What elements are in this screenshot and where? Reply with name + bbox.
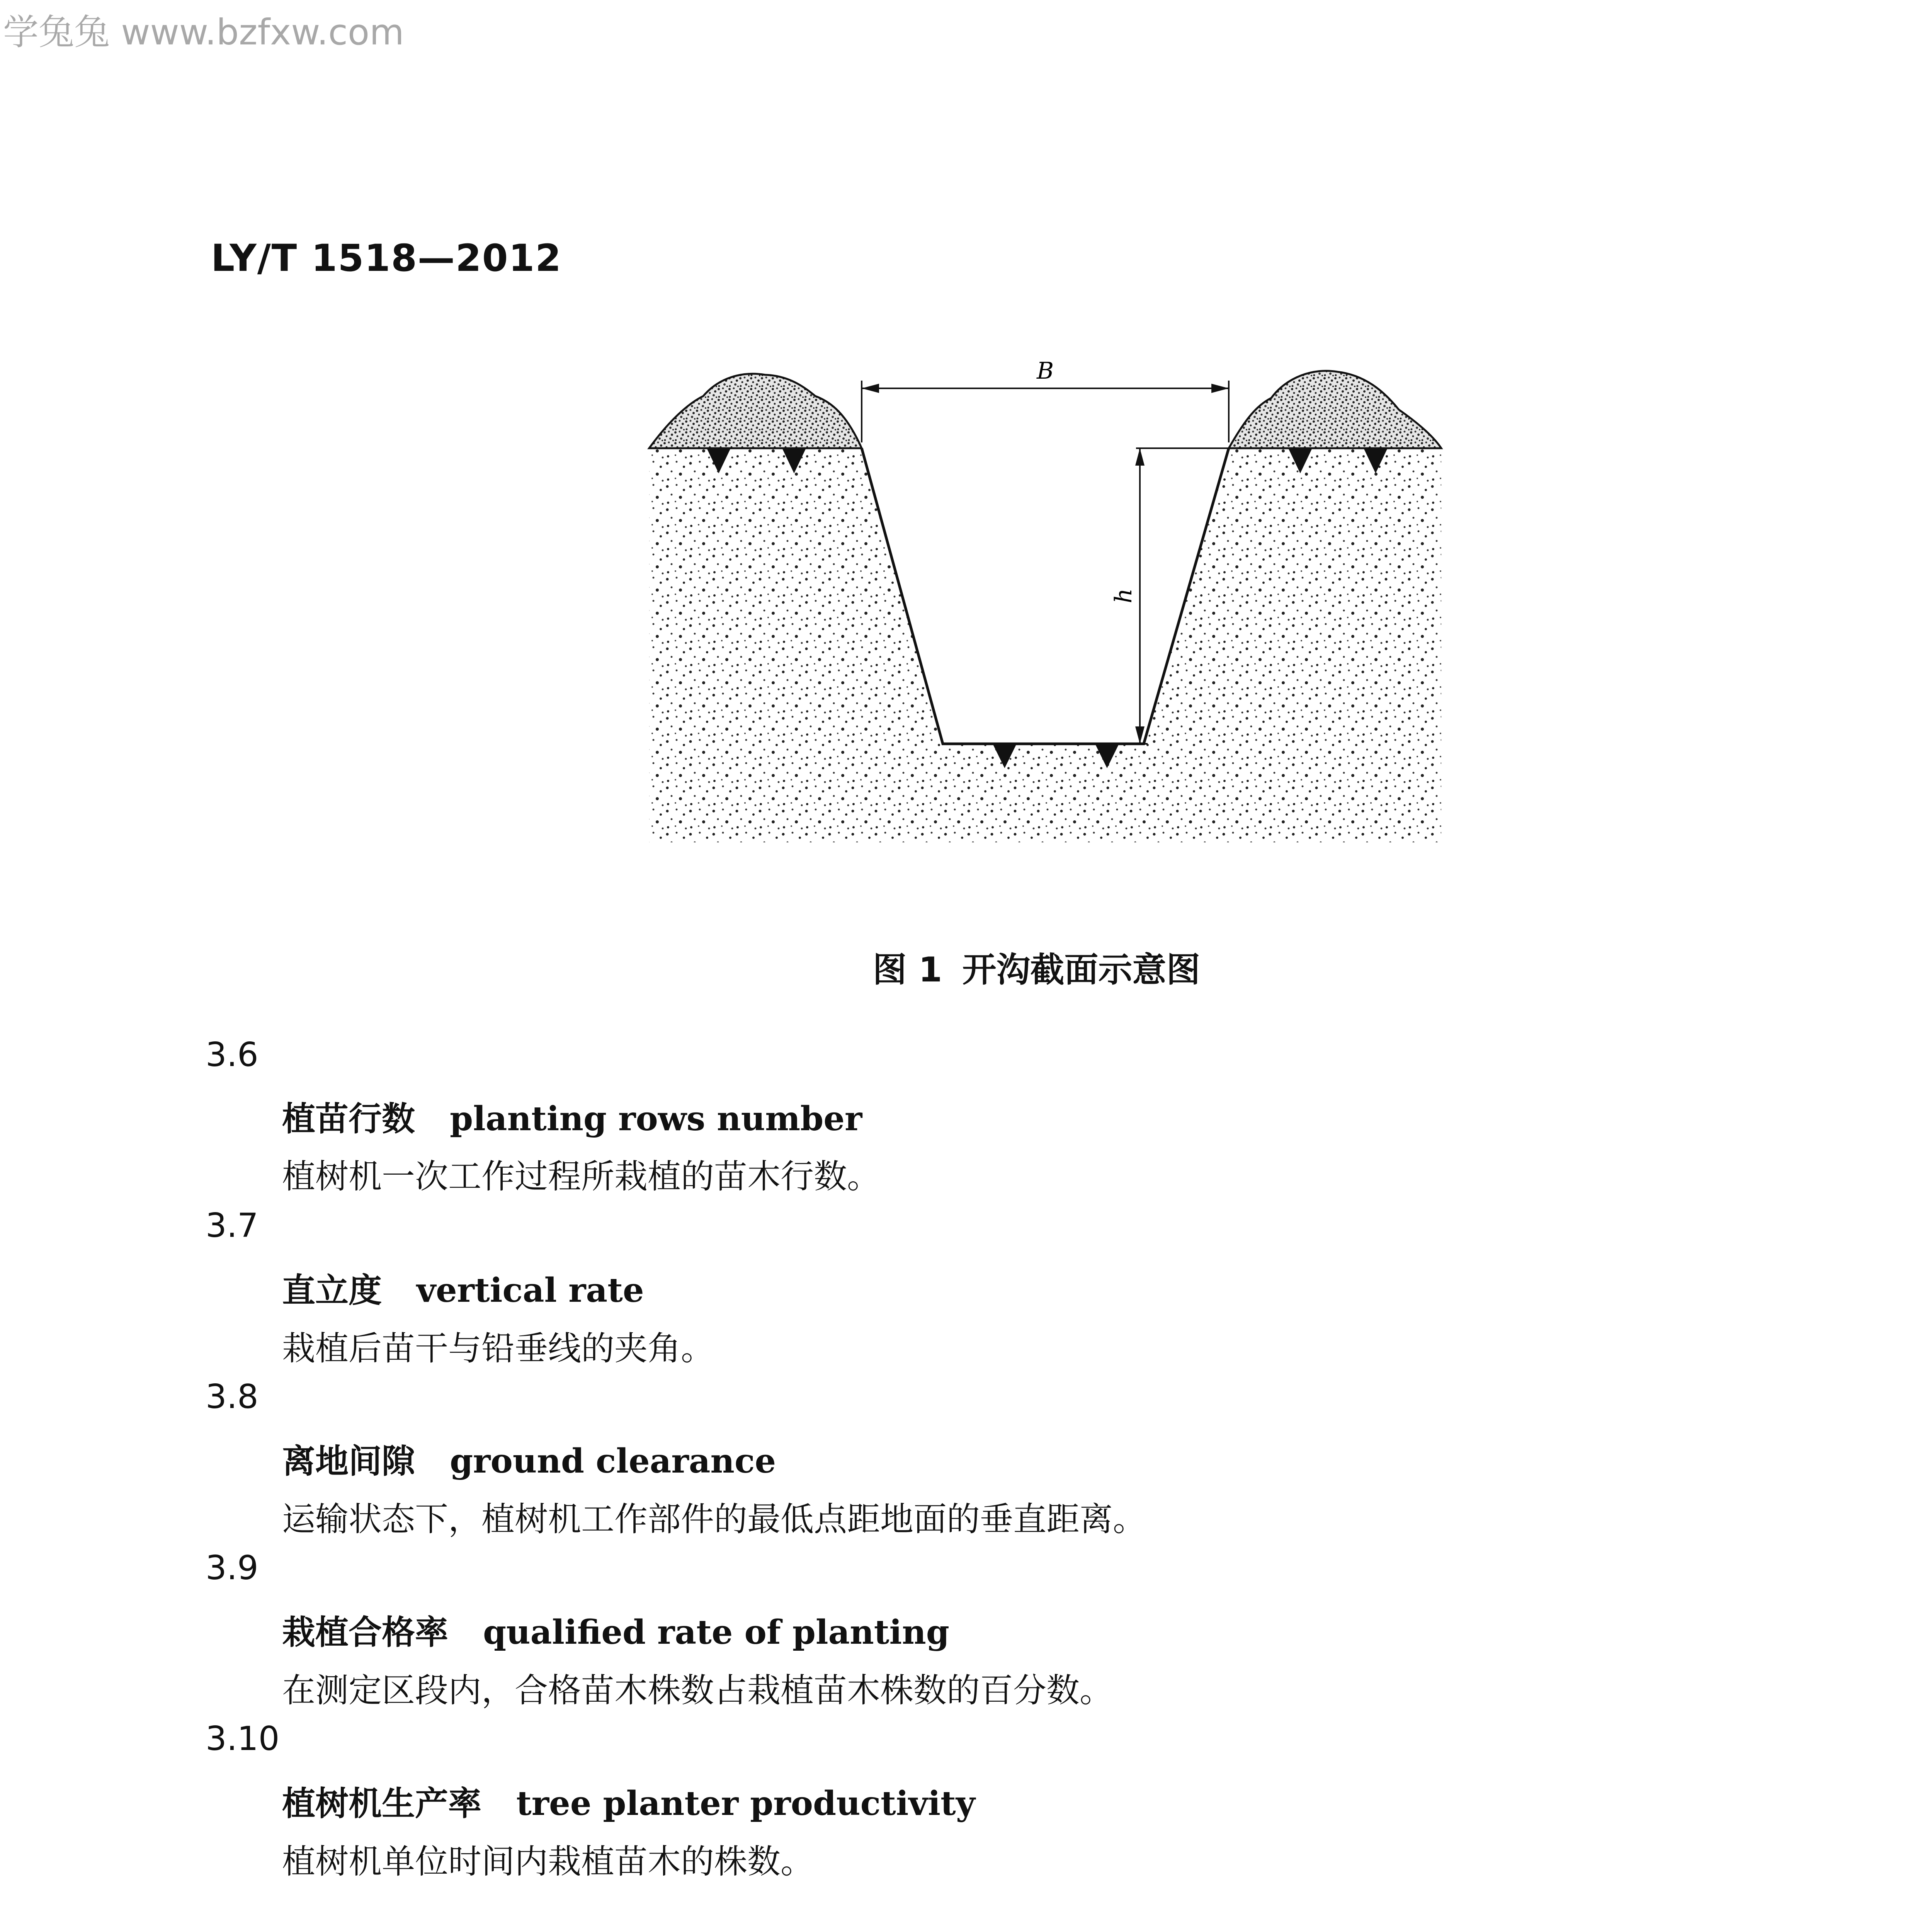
term-english: vertical rate [417,1271,644,1310]
term-number: 3.10 [206,1719,280,1758]
term-heading [282,1434,776,1482]
term-definition: 栽植后苗干与铅垂线的夹角。 [282,1329,714,1368]
term-number: 3.7 [206,1206,259,1245]
term-english: ground clearance [450,1442,776,1481]
term-definition: 运输状态下，植树机工作部件的最低点距地面的垂直距离。 [282,1500,1146,1539]
term-heading [282,1092,862,1140]
term-english: qualified rate of planting [483,1613,949,1652]
watermark: 学兔兔 www.bzfxw.com [3,12,404,53]
figure-title: 开沟截面示意图 [962,950,1201,990]
term-english: planting rows number [450,1099,862,1138]
depth-label: h [1110,588,1137,604]
trench-figure [641,344,1445,850]
term-definition: 植树机一次工作过程所栽植的苗木行数。 [282,1157,880,1196]
term-number: 3.6 [206,1036,259,1074]
term-number: 3.8 [206,1378,259,1416]
term-chinese: 离地间隙 [282,1442,415,1481]
spoil-mound-right [1229,371,1441,448]
term-chinese: 植苗行数 [282,1099,415,1138]
term-heading [282,1605,949,1653]
term-number: 3.9 [206,1549,259,1587]
width-label: B [1036,357,1054,384]
term-definition: 植树机单位时间内栽植苗木的株数。 [282,1842,814,1881]
term-heading [282,1777,975,1825]
document-header: LY/T 1518—2012 [211,236,562,280]
term-heading [282,1264,644,1311]
term-definition: 在测定区段内，合格苗木株数占栽植苗木株数的百分数。 [282,1671,1113,1710]
figure-number: 图 1 [872,950,942,990]
soil-ground [649,448,1441,842]
spoil-mound-left [649,374,862,448]
term-english: tree planter productivity [516,1784,975,1823]
figure-caption [0,943,1932,992]
term-chinese: 栽植合格率 [282,1613,448,1652]
term-chinese: 直立度 [282,1271,382,1310]
term-chinese: 植树机生产率 [282,1784,481,1823]
